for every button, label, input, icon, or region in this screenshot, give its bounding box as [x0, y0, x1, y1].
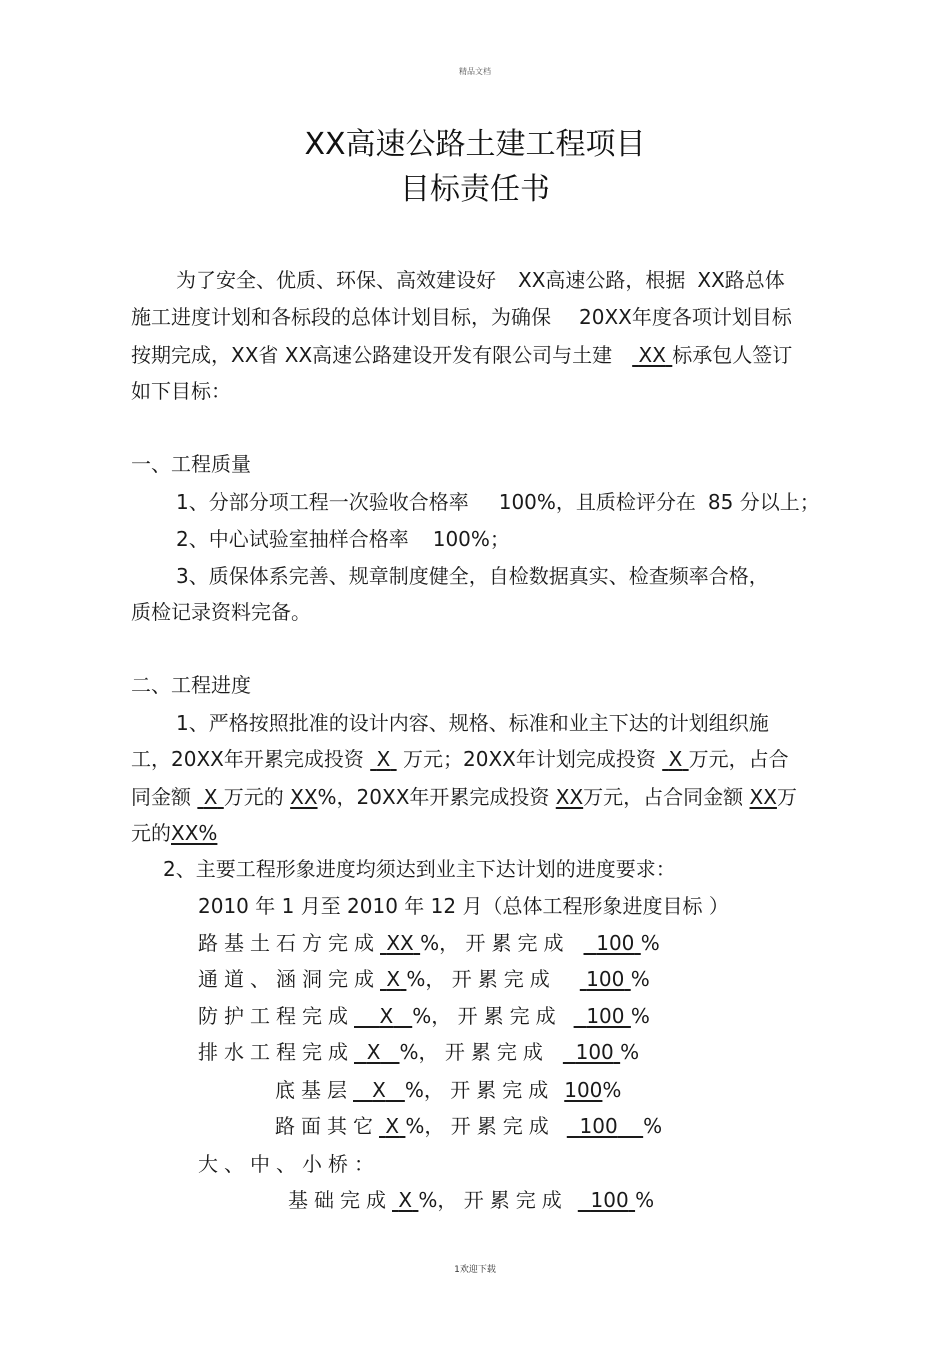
page-number: 1: [454, 1265, 460, 1275]
section-2-heading: 二、工程进度: [131, 673, 251, 697]
progress-para-line-1: 1、严格按照批准的设计内容、规格、标准和业主下达的计划组织施: [176, 711, 769, 735]
blank-field: XX: [290, 785, 318, 809]
blank-field: XX: [555, 785, 584, 809]
quality-item-3: 3、质保体系完善、规章制度健全，自检数据真实、检查频率合格，: [176, 564, 769, 588]
blank-field: X: [376, 747, 391, 771]
section-1-heading: 一、工程质量: [131, 452, 251, 476]
progress-row: 防护工程完成 X %， 开累完成 100 %: [198, 1004, 650, 1028]
progress-row: 通道、涵洞完成 X %， 开累完成 100 %: [198, 967, 650, 991]
contract-section-blank: XX: [638, 343, 666, 367]
progress-row: 路基土石方完成 XX %， 开累完成 100 %: [198, 931, 660, 955]
progress-para-line-2: 工，20XX年开累完成投资 X 万元；20XX年计划完成投资 X 万元，占合: [131, 747, 789, 771]
progress-row: 路面其它 X %， 开累完成 100 %: [275, 1114, 663, 1138]
progress-period: 2010 年 1 月至 2010 年 12 月（总体工程形象进度目标 ）: [198, 894, 729, 918]
progress-para-line-4: 元的XX%: [131, 821, 218, 845]
quality-item-3-cont: 质检记录资料完备。: [131, 600, 311, 624]
quality-item-2: 2、中心试验室抽样合格率 100%；: [176, 527, 510, 551]
intro-line-3: 按期完成，XX省 XX高速公路建设开发有限公司与土建 XX 标承包人签订: [131, 343, 793, 367]
blank-field: X: [668, 747, 683, 771]
document-subtitle: 目标责任书: [400, 172, 550, 207]
blank-field: XX%: [171, 821, 218, 845]
intro-line-4: 如下目标：: [131, 379, 231, 403]
bridge-heading: 大、中、小桥：: [198, 1152, 380, 1176]
document-title: XX高速公路土建工程项目: [304, 127, 646, 162]
progress-item-2: 2、主要工程形象进度均须达到业主下达计划的进度要求：: [163, 857, 676, 881]
blank-field: XX: [749, 785, 777, 809]
progress-row: 基础完成 X %， 开累完成 100 %: [288, 1188, 655, 1212]
progress-row: 底基层 X %， 开累完成 100%: [275, 1078, 622, 1102]
progress-row: 排水工程完成 X %， 开累完成 100 %: [198, 1040, 640, 1064]
page-footer: [0, 1262, 950, 1275]
blank-field: X: [203, 785, 218, 809]
progress-para-line-3: 同金额 X 万元的 XX%，20XX年开累完成投资 XX万元，占合同金额 XX万: [131, 785, 797, 809]
quality-item-1: 1、分部分项工程一次验收合格率 100%，且质检评分在 85 分以上；: [176, 490, 820, 514]
intro-line-2: 施工进度计划和各标段的总体计划目标，为确保 20XX年度各项计划目标: [131, 305, 792, 329]
footer-note: 欢迎下载: [459, 1265, 496, 1275]
intro-line-1: 为了安全、优质、环保、高效建设好 XX高速公路，根据 XX路总体: [176, 268, 785, 292]
header-note: 精品文档: [459, 67, 491, 76]
